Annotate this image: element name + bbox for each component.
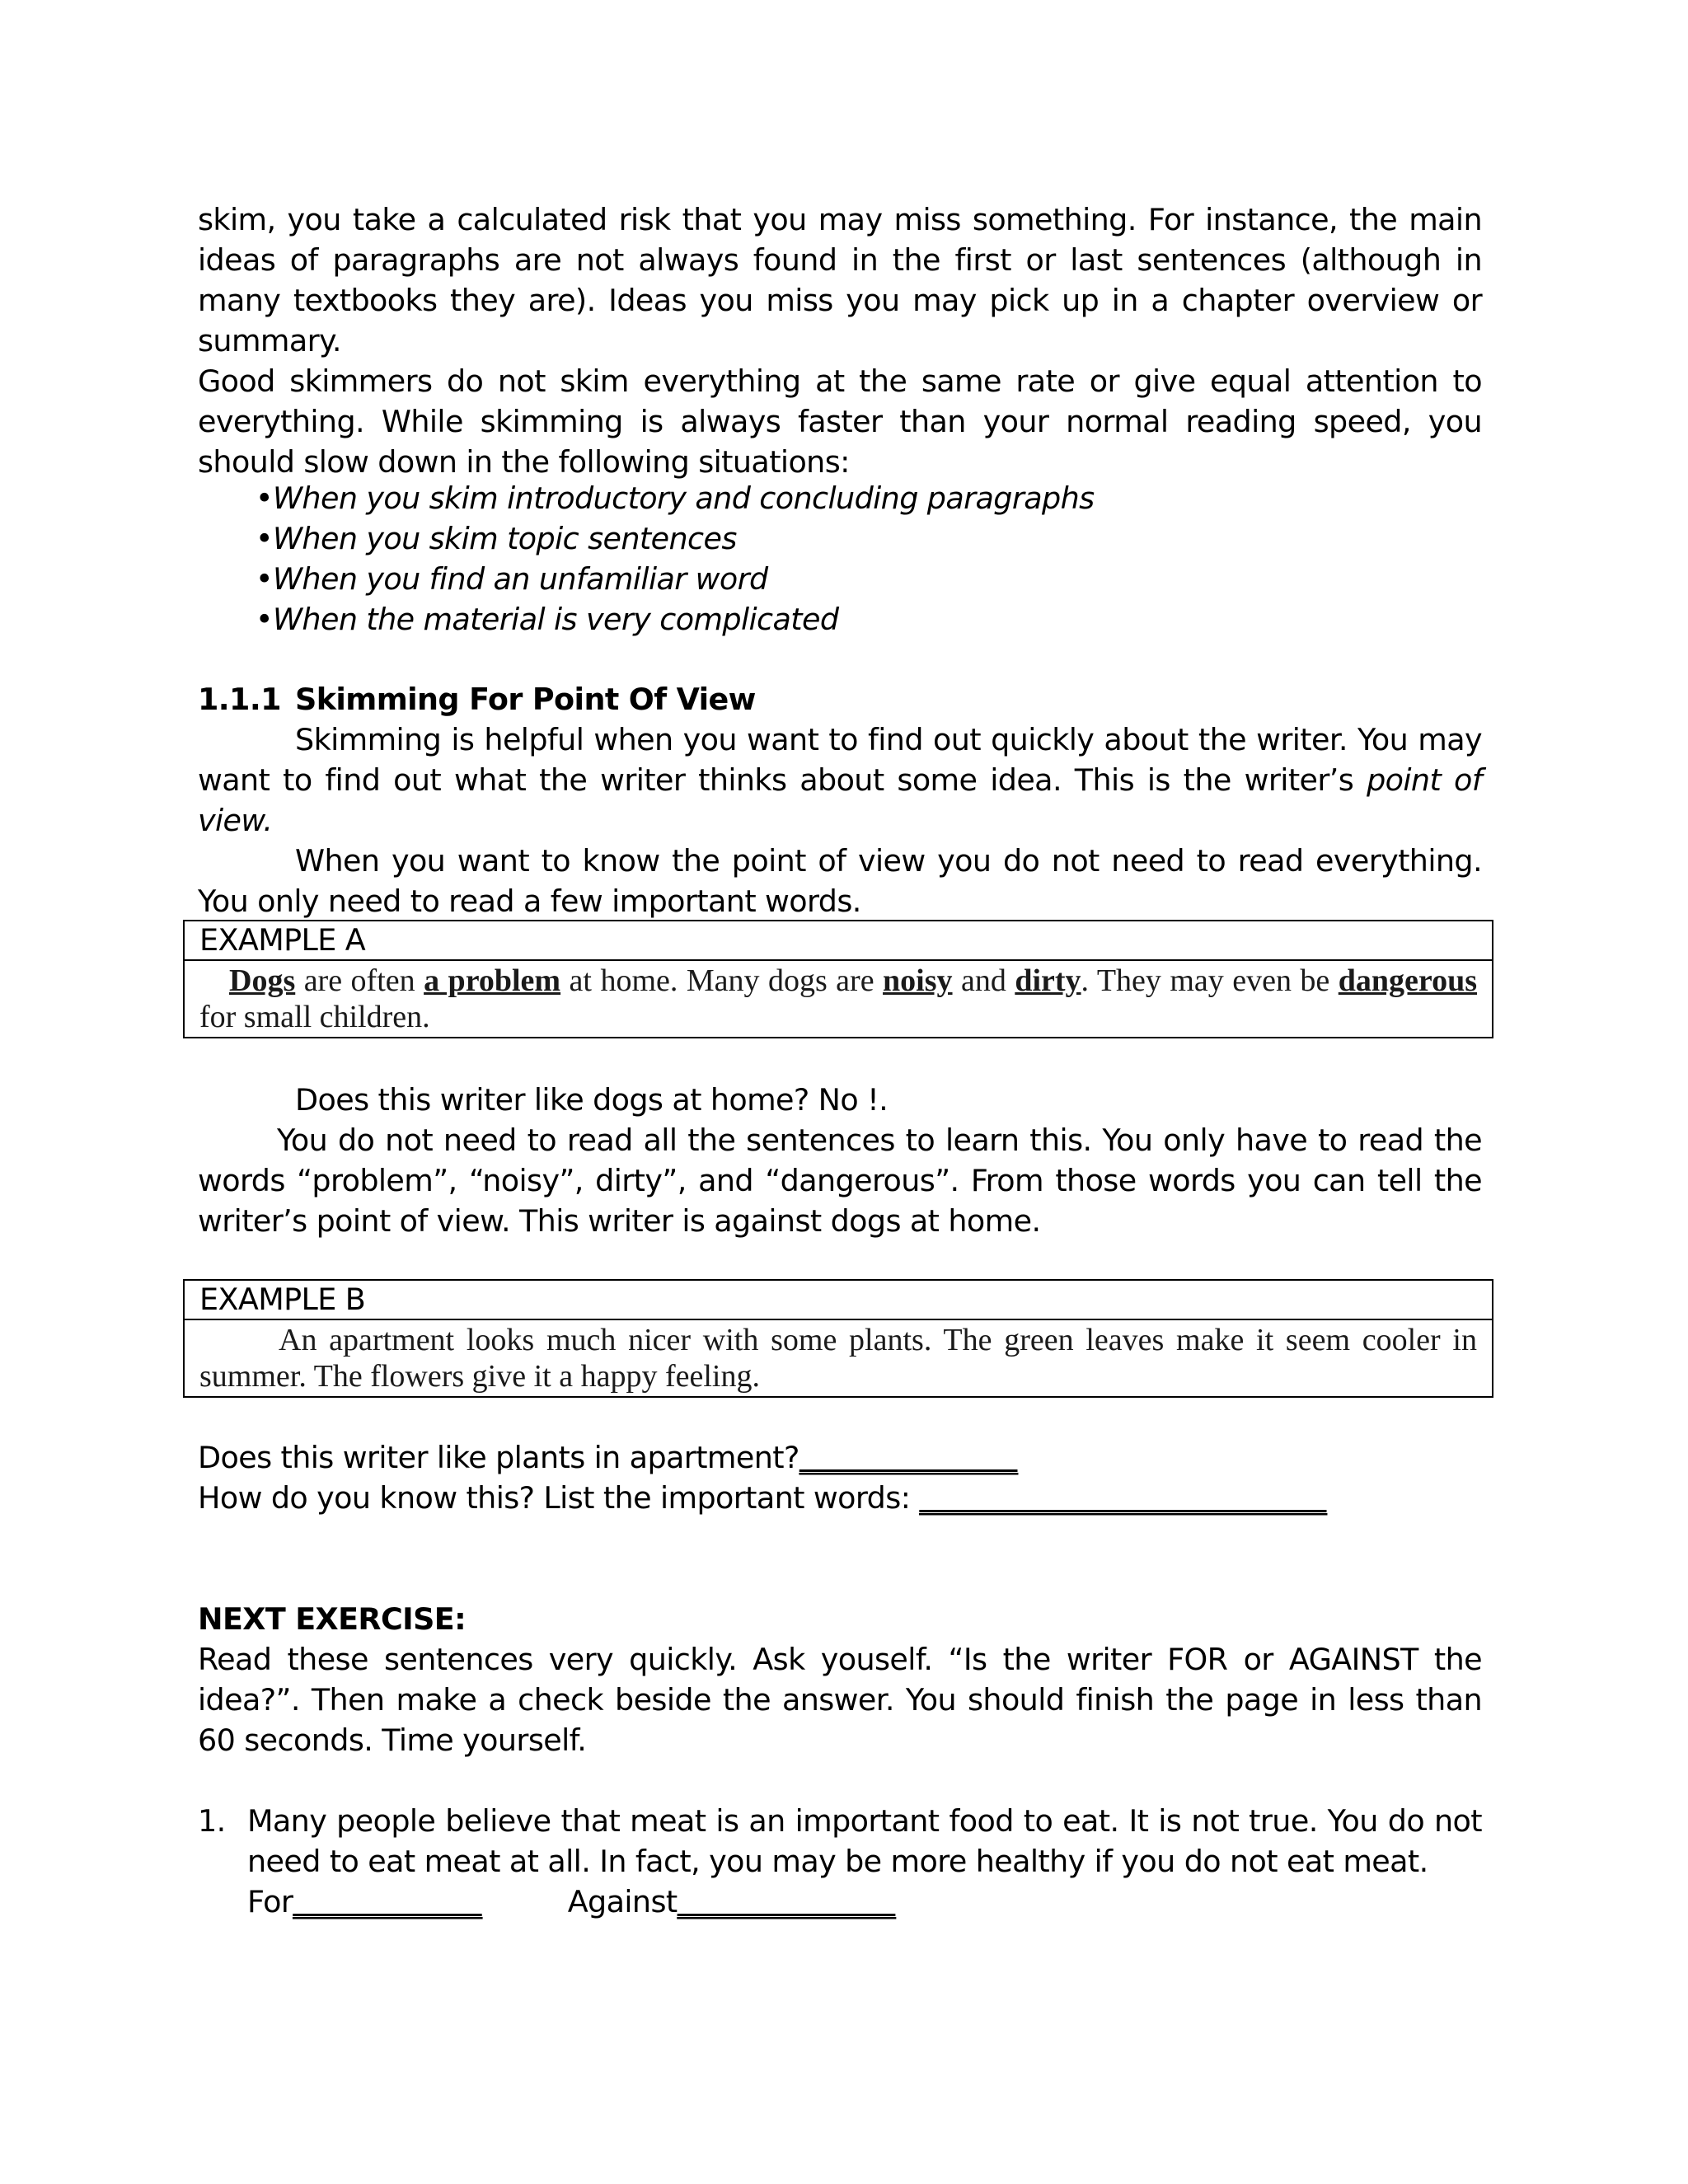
example-a-title: EXAMPLE A — [185, 921, 1492, 961]
bullet-dot: • — [256, 602, 273, 637]
intro-paragraph-2: Good skimmers do not skim everything at the same rate or give equal attention to everything. While skimming is always faster than your normal reading speed, you should slow down in the following situations: — [198, 363, 1482, 480]
example-a-question: Does this writer like dogs at home? No !. — [295, 1082, 889, 1118]
section-heading — [198, 679, 756, 719]
question-likes-plants: Does this writer like plants in apartment?_______________ — [198, 1440, 1018, 1475]
keyword: a problem — [424, 963, 561, 998]
exercise-item-number: 1. — [198, 1803, 226, 1839]
answer-blank[interactable]: _______________ — [799, 1440, 1018, 1475]
keyword: dangerous — [1338, 963, 1478, 998]
section-paragraph-2: When you want to know the point of view you do not need to read everything. You only need to read a few important words. — [198, 843, 1482, 919]
exercise-item-1 — [198, 1801, 1482, 1882]
example-b-text: An apartment looks much nicer with some plants. The green leaves make it seem cooler in summer. The flowers give it a happy feeling. — [199, 1323, 1477, 1394]
bullet-item: •When you skim introductory and concluding paragraphs — [256, 480, 1095, 516]
example-a-box — [183, 920, 1493, 1038]
intro-paragraph-1: skim, you take a calculated risk that you may miss something. For instance, the main ideas of paragraphs are not always found in the first or last sentences (although in many textbooks they are). Ideas you miss you may pick up in a chapter overview or summary. — [198, 202, 1482, 359]
bullet-list — [256, 478, 1409, 640]
against-blank[interactable]: _______________ — [677, 1884, 896, 1919]
example-b-questions — [198, 1437, 1482, 1518]
example-a-text: Dogs are often a problem at home. Many dogs are noisy and dirty. They may even be dangerous for small children. — [199, 963, 1478, 1034]
section-paragraph-1: Skimming is helpful when you want to find out quickly about the writer. You may want to find out what the writer thinks about some idea. This is the writer’s point of view. — [198, 722, 1483, 838]
bullet-item: •When you skim topic sentences — [256, 521, 737, 556]
keyword: Dogs — [229, 963, 296, 998]
question-important-words: How do you know this? List the important words: ____________________________ — [198, 1480, 1327, 1516]
answer-blank[interactable]: ____________________________ — [919, 1480, 1327, 1516]
bullet-dot: • — [256, 561, 273, 597]
example-b-box — [183, 1279, 1493, 1398]
for-label: For — [247, 1884, 293, 1919]
example-a-discussion — [198, 1080, 1482, 1241]
next-exercise-heading: NEXT EXERCISE: — [198, 1601, 467, 1637]
section-number: 1.1.1 — [198, 682, 281, 717]
intro-section — [198, 199, 1482, 482]
section-body — [198, 719, 1482, 921]
keyword: noisy — [883, 963, 953, 998]
for-blank[interactable]: _____________ — [293, 1884, 482, 1919]
example-a-explanation: You do not need to read all the sentences to learn this. You only have to read the words “problem”, “noisy”, dirty”, and “dangerous”. From those words you can tell the writer’s point of view. This writer is against dogs at home. — [198, 1122, 1482, 1239]
bullet-item: •When the material is very complicated — [256, 602, 839, 637]
against-label: Against — [567, 1884, 678, 1919]
section-title: Skimming For Point Of View — [295, 682, 756, 717]
bullet-item: •When you find an unfamiliar word — [256, 561, 768, 597]
bullet-dot: • — [256, 521, 273, 556]
bullet-dot: • — [256, 480, 273, 516]
exercise-item-text: Many people believe that meat is an important food to eat. It is not true. You do not need to eat meat at all. In fact, you may be more healthy if you do not eat meat. — [247, 1803, 1482, 1879]
keyword: dirty — [1015, 963, 1081, 998]
point-of-view-term: point of view. — [198, 762, 1483, 838]
next-exercise-instructions: Read these sentences very quickly. Ask youself. “Is the writer FOR or AGAINST the idea?”. Then make a check beside the answer. You should finish the page in less than 60 seconds. Time yourself. — [198, 1642, 1482, 1758]
example-b-title: EXAMPLE B — [185, 1281, 1492, 1320]
exercise-item-1-answers — [247, 1882, 1531, 1922]
